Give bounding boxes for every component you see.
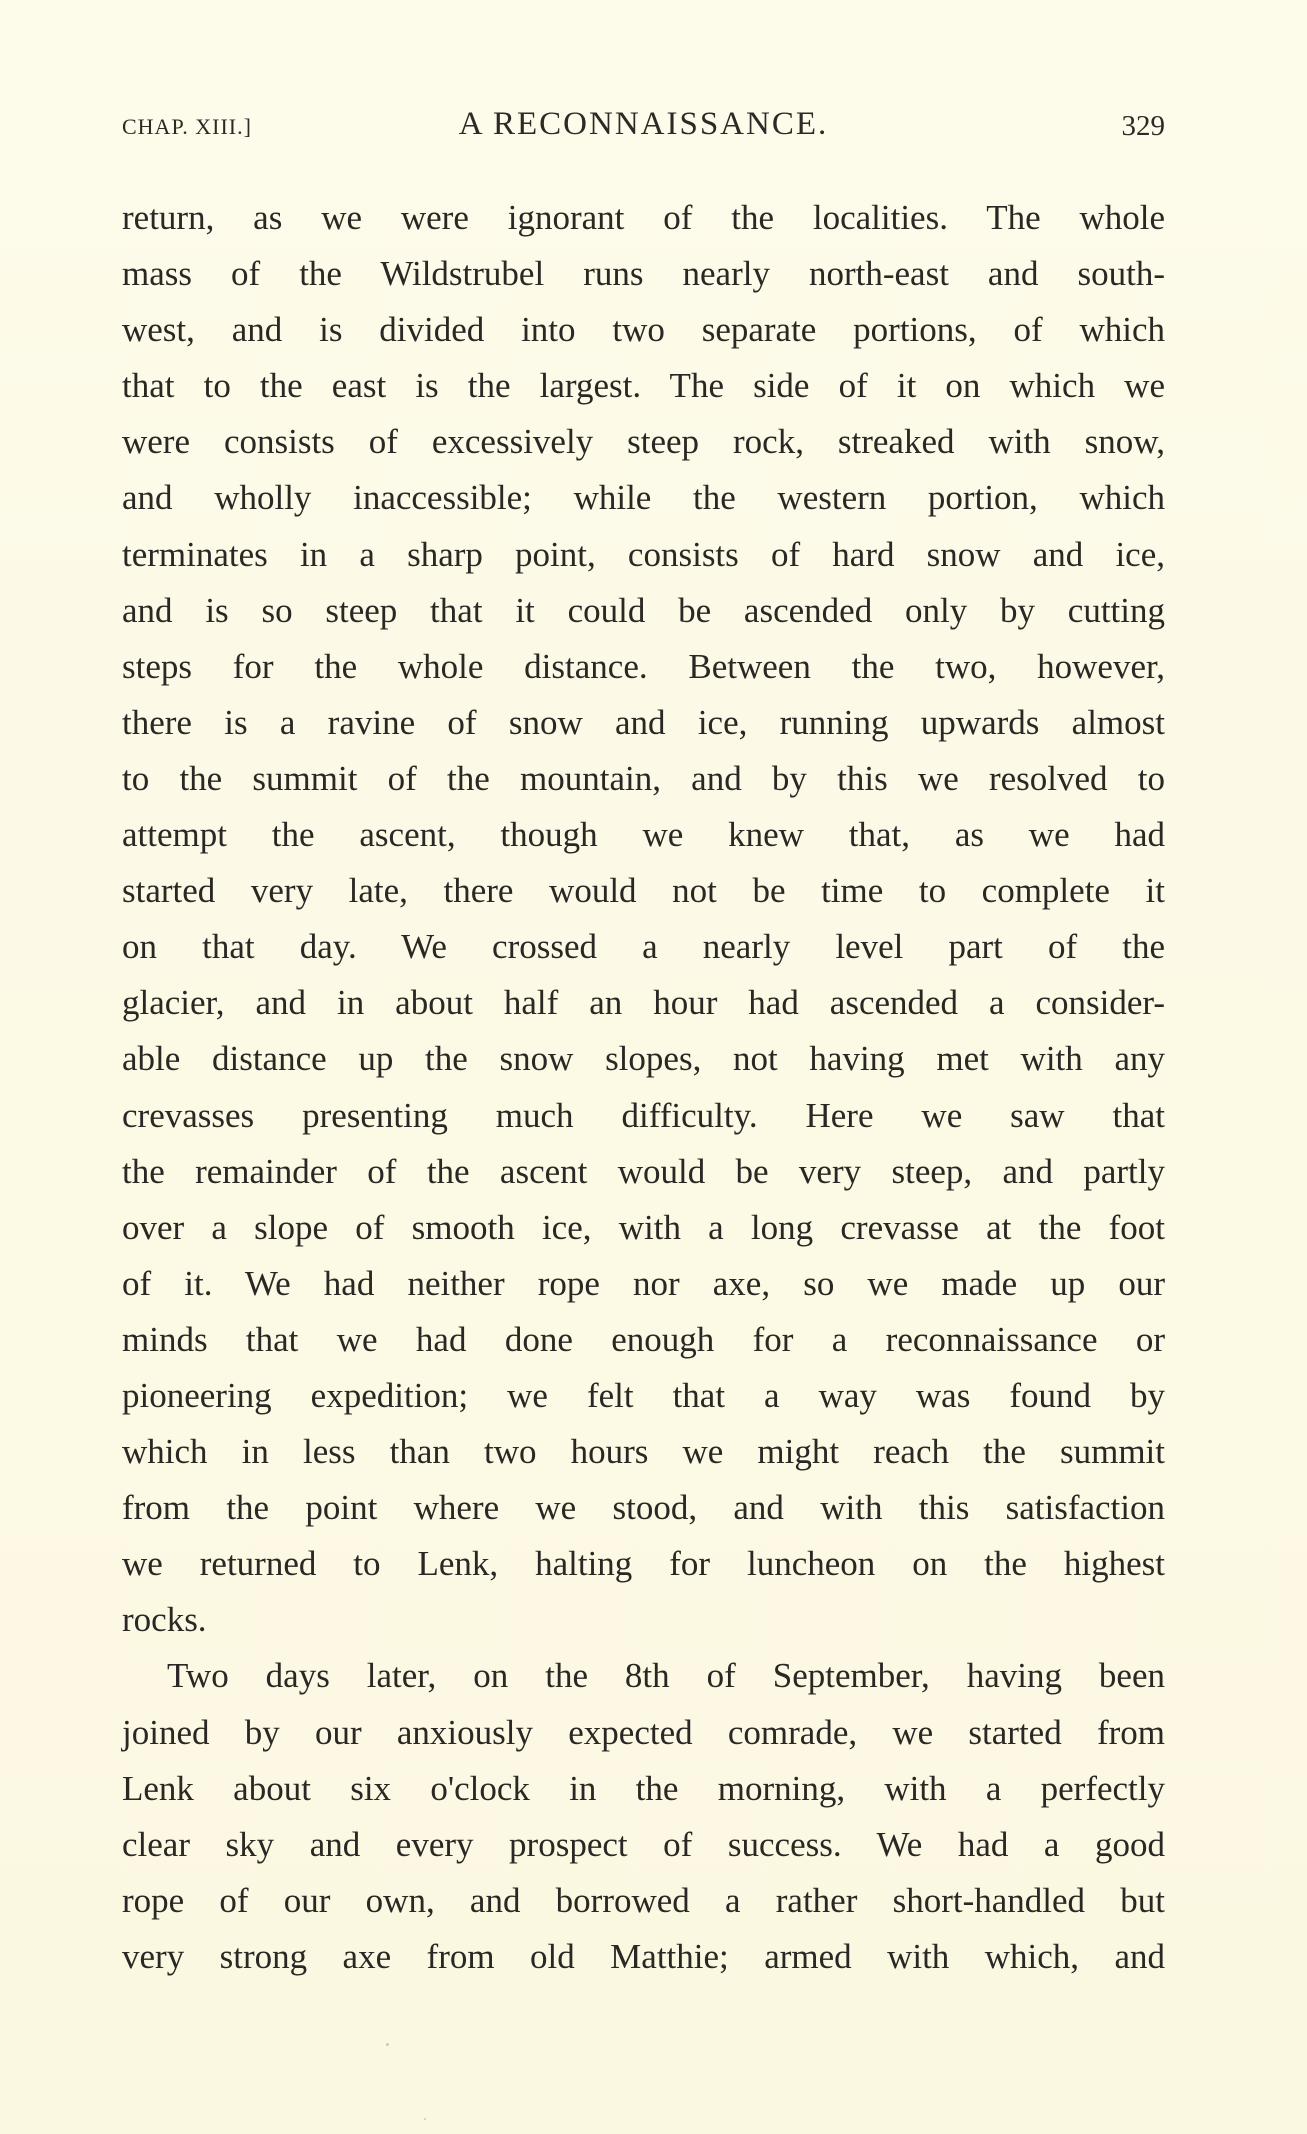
text-line: return, as we were ignorant of the localities. The whole: [122, 198, 1165, 237]
text-line: we returned to Lenk, halting for luncheon on the highest: [122, 1544, 1165, 1584]
chapter-label: CHAP. XIII.]: [122, 114, 252, 139]
text-line: started very late, there would not be time to complete it: [122, 871, 1165, 911]
text-line: the remainder of the ascent would be very steep, and partly: [122, 1151, 1165, 1191]
text-line: over a slope of smooth ice, with a long crevasse at the foot: [122, 1207, 1165, 1247]
text-line: were consists of excessively steep rock, streaked with snow,: [122, 422, 1165, 462]
paragraph: [122, 190, 1165, 1648]
text-line: Lenk about six o'clock in the morning, with a perfectly: [122, 1768, 1165, 1808]
running-head: [122, 106, 1165, 150]
text-line: from the point where we stood, and with this satisfaction: [122, 1488, 1165, 1528]
page-number: 329: [1121, 110, 1165, 142]
text-line: to the summit of the mountain, and by this we resolved to: [122, 758, 1165, 798]
text-line: that to the east is the largest. The side of it on which we: [122, 366, 1165, 406]
text-line: rope of our own, and borrowed a rather short-handled but: [122, 1880, 1165, 1920]
text-line: of it. We had neither rope nor axe, so we made up our: [122, 1263, 1165, 1303]
text-line: and wholly inaccessible; while the western portion, which: [122, 478, 1165, 518]
paper-speck: [424, 2118, 426, 2120]
text-line: on that day. We crossed a nearly level part of the: [122, 927, 1165, 967]
text-line: glacier, and in about half an hour had ascended a consider-: [122, 983, 1165, 1023]
text-line: attempt the ascent, though we knew that, as we had: [122, 815, 1165, 855]
text-line: and is so steep that it could be ascended only by cutting: [122, 590, 1165, 630]
text-line: clear sky and every prospect of success. We had a good: [122, 1824, 1165, 1864]
text-line: very strong axe from old Matthie; armed with which, and: [122, 1936, 1165, 1976]
body-text: [122, 190, 1165, 1985]
text-line: which in less than two hours we might reach the summit: [122, 1432, 1165, 1472]
text-line: able distance up the snow slopes, not having met with any: [122, 1039, 1165, 1079]
paper-speck: [386, 2043, 389, 2046]
text-line: Two days later, on the 8th of September, having been: [167, 1656, 1165, 1696]
text-line: crevasses presenting much difficulty. Here we saw that: [122, 1095, 1165, 1135]
text-line: mass of the Wildstrubel runs nearly north-east and south-: [122, 254, 1165, 294]
text-line: terminates in a sharp point, consists of hard snow and ice,: [122, 534, 1165, 574]
text-line: rocks.: [122, 1600, 207, 1640]
text-line: west, and is divided into two separate portions, of which: [122, 310, 1165, 350]
text-line: joined by our anxiously expected comrade, we started from: [122, 1712, 1165, 1752]
text-line: pioneering expedition; we felt that a way was found by: [122, 1375, 1165, 1415]
text-line: minds that we had done enough for a reconnaissance or: [122, 1319, 1165, 1359]
paragraph: [122, 1648, 1165, 1985]
text-line: steps for the whole distance. Between the two, however,: [122, 646, 1165, 686]
running-title: A RECONNAISSANCE.: [458, 106, 829, 142]
text-line: there is a ravine of snow and ice, running upwards almost: [122, 702, 1165, 742]
